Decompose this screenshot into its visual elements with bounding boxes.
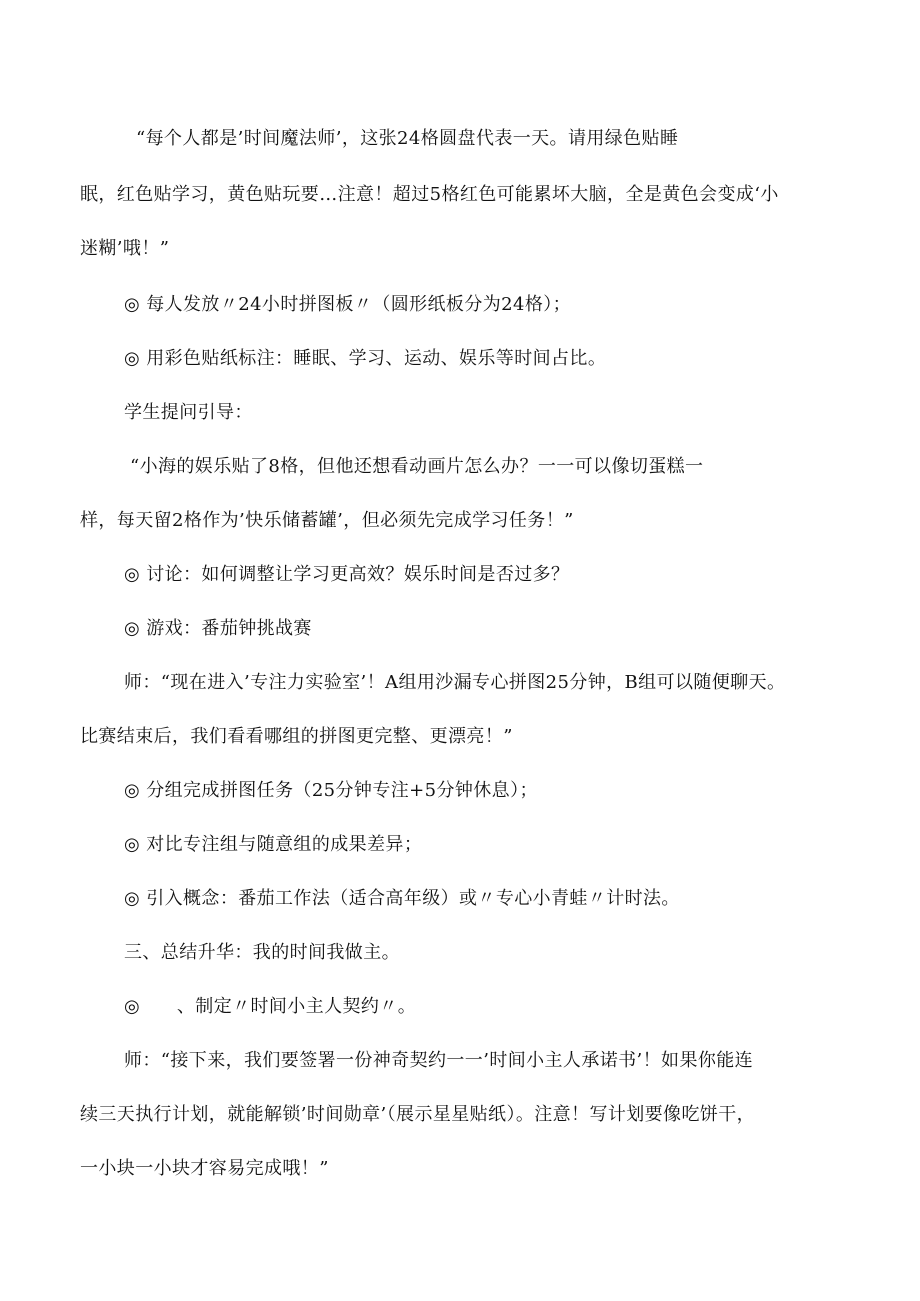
paragraph-line-2: 眠，红色贴学习，黄色贴玩要…注意！超过5格红色可能累坏大脑，全是黄色会变成‘小	[80, 184, 779, 205]
paragraph-line-9: 续三天执行计划，就能解锁’时间勋章’（展示星星贴纸）。注意！写计划要像吃饼干，	[80, 1104, 756, 1125]
bullet-item-3: ◎ 讨论：如何调整让学习更高效？娱乐时间是否过多？	[124, 564, 570, 585]
paragraph-line-3: 迷糊’哦！”	[80, 238, 170, 259]
paragraph-line-4: “小海的娱乐贴了8格，但他还想看动画片怎么办？一一可以像切蛋糕一	[130, 456, 704, 477]
paragraph-line-5: 样，每天留2格作为’快乐储蓄罐’，但必须先完成学习任务！”	[80, 510, 574, 531]
bullet-item-1: ◎ 每人发放〃24小时拼图板〃（圆形纸板分为24格）；	[124, 294, 572, 315]
bullet-item-7: ◎ 引入概念：番茄工作法（适合高年级）或〃专心小青蛙〃计时法。	[124, 888, 680, 909]
bullet-item-2: ◎ 用彩色贴纸标注：睡眠、学习、运动、娱乐等时间占比。	[124, 348, 607, 369]
bullet-item-8: ◎ 、制定〃时间小主人契约〃。	[124, 996, 417, 1017]
section-heading-summary: 三、总结升华：我的时间我做主。	[124, 942, 400, 963]
bullet-item-5: ◎ 分组完成拼图任务（25分钟专注+5分钟休息）；	[124, 780, 538, 801]
bullet-item-6: ◎ 对比专注组与随意组的成果差异；	[124, 834, 423, 855]
paragraph-line-6: 师：“现在进入’专注力实验室’！A组用沙漏专心拼图25分钟，B组可以随便聊天。	[124, 672, 786, 693]
bullet-item-4: ◎ 游戏：番茄钟挑战赛	[124, 618, 312, 639]
paragraph-line-10: 一小块一小块才容易完成哦！”	[80, 1158, 329, 1179]
paragraph-line-1: “每个人都是’时间魔法师’，这张24格圆盘代表一天。请用绿色贴睡	[136, 128, 679, 149]
paragraph-line-7: 比赛结束后，我们看看哪组的拼图更完整、更漂亮！”	[80, 726, 513, 747]
paragraph-line-8: 师：“接下来，我们要签署一份神奇契约一一’时间小主人承诺书’！如果你能连	[124, 1050, 754, 1071]
section-label-student-questions: 学生提问引导：	[124, 402, 253, 423]
